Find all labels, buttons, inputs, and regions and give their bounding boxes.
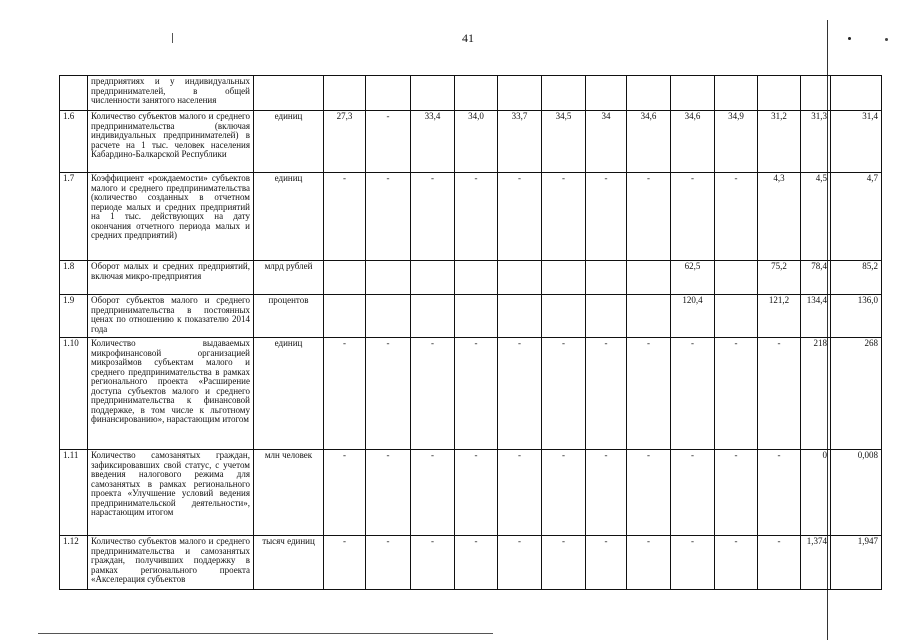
row-number: 1.9 — [60, 295, 88, 338]
table-row — [60, 261, 882, 295]
value-cell — [627, 76, 671, 111]
value-cell — [455, 295, 498, 338]
value-cell: 34,5 — [542, 111, 586, 173]
unit-of-measure: процентов — [254, 295, 324, 338]
row-number: 1.11 — [60, 450, 88, 536]
unit-of-measure: млрд рублей — [254, 261, 324, 295]
table-row — [60, 450, 882, 536]
value-cell — [411, 295, 455, 338]
value-cell: - — [455, 536, 498, 590]
value-cell: 34,0 — [455, 111, 498, 173]
value-cell: - — [542, 173, 586, 261]
value-cell: 1,947 — [831, 536, 882, 590]
value-cell: - — [586, 173, 627, 261]
value-cell: 34,6 — [671, 111, 715, 173]
row-number: 1.6 — [60, 111, 88, 173]
table-row — [60, 536, 882, 590]
value-cell: - — [324, 338, 366, 450]
unit-of-measure: единиц — [254, 338, 324, 450]
value-cell — [542, 261, 586, 295]
value-cell: 4,3 — [758, 173, 801, 261]
value-cell: - — [366, 338, 411, 450]
value-cell: 120,4 — [671, 295, 715, 338]
value-cell: 31,4 — [831, 111, 882, 173]
value-cell — [324, 76, 366, 111]
indicator-description: Оборот субъектов малого и среднего предпринимательства в постоянных ценах по отношению к показателю 2014 года — [88, 295, 254, 338]
indicator-description: Количество субъектов малого и среднего предпринимательства и самозанятых граждан, получивших поддержку в рамках регионального проекта «Акселерация субъектов — [88, 536, 254, 590]
value-cell: - — [586, 338, 627, 450]
value-cell — [715, 76, 758, 111]
value-cell: - — [542, 338, 586, 450]
value-cell — [411, 261, 455, 295]
value-cell — [366, 76, 411, 111]
value-cell: - — [758, 536, 801, 590]
value-cell: - — [671, 338, 715, 450]
unit-of-measure: тысяч единиц — [254, 536, 324, 590]
value-cell: 31,2 — [758, 111, 801, 173]
table-row — [60, 173, 882, 261]
value-cell — [455, 261, 498, 295]
value-cell: 4,5 — [801, 173, 831, 261]
indicator-description: Количество субъектов малого и среднего предпринимательства (включая индивидуальных предпринимателей) в расчете на 1 тыс. человек населения Кабардино-Балкарской Республики — [88, 111, 254, 173]
value-cell: 1,374 — [801, 536, 831, 590]
value-cell: 85,2 — [831, 261, 882, 295]
value-cell: - — [411, 450, 455, 536]
value-cell — [542, 295, 586, 338]
value-cell — [498, 295, 542, 338]
value-cell: 0 — [801, 450, 831, 536]
value-cell: - — [758, 338, 801, 450]
table-row — [60, 338, 882, 450]
value-cell: - — [715, 450, 758, 536]
value-cell — [455, 76, 498, 111]
value-cell: - — [671, 450, 715, 536]
value-cell: - — [498, 450, 542, 536]
value-cell — [801, 76, 831, 111]
value-cell: - — [324, 173, 366, 261]
value-cell: - — [715, 536, 758, 590]
value-cell: 62,5 — [671, 261, 715, 295]
value-cell: - — [366, 536, 411, 590]
value-cell — [411, 76, 455, 111]
unit-of-measure: единиц — [254, 173, 324, 261]
value-cell: - — [671, 173, 715, 261]
value-cell: - — [366, 173, 411, 261]
table-row — [60, 111, 882, 173]
value-cell: - — [715, 173, 758, 261]
indicator-description: Оборот малых и средних предприятий, включая микро-предприятия — [88, 261, 254, 295]
table-row — [60, 295, 882, 338]
value-cell: - — [324, 536, 366, 590]
value-cell — [831, 76, 882, 111]
value-cell — [586, 261, 627, 295]
value-cell: 27,3 — [324, 111, 366, 173]
scan-speck — [885, 38, 888, 41]
value-cell — [586, 76, 627, 111]
indicator-description: Количество выдаваемых микрофинансовой организацией микрозаймов субъектам малого и среднего предпринимательства в рамках регионального проекта «Расширение доступа субъектов малого и среднего предпринимательства к финансовой поддержке, в том числе к льготному финансированию», нарастающим итогом — [88, 338, 254, 450]
value-cell — [498, 261, 542, 295]
value-cell: 4,7 — [831, 173, 882, 261]
value-cell: 75,2 — [758, 261, 801, 295]
indicator-description: предприятиях и у индивидуальных предпринимателей, в общей численности занятого населения — [88, 76, 254, 111]
value-cell — [627, 295, 671, 338]
value-cell: 218 — [801, 338, 831, 450]
value-cell — [586, 295, 627, 338]
value-cell — [324, 295, 366, 338]
value-cell: 0,008 — [831, 450, 882, 536]
value-cell: - — [627, 450, 671, 536]
value-cell: - — [542, 450, 586, 536]
value-cell: - — [411, 536, 455, 590]
value-cell: 134,4 — [801, 295, 831, 338]
value-cell — [715, 261, 758, 295]
value-cell — [715, 295, 758, 338]
unit-of-measure — [254, 76, 324, 111]
unit-of-measure: единиц — [254, 111, 324, 173]
value-cell: - — [366, 450, 411, 536]
value-cell: 33,7 — [498, 111, 542, 173]
value-cell: - — [455, 450, 498, 536]
row-number: 1.12 — [60, 536, 88, 590]
scan-speck — [848, 37, 851, 40]
table-row — [60, 76, 882, 111]
row-number: 1.7 — [60, 173, 88, 261]
value-cell: - — [498, 536, 542, 590]
value-cell: - — [627, 338, 671, 450]
value-cell: - — [366, 111, 411, 173]
value-cell: - — [542, 536, 586, 590]
value-cell: 136,0 — [831, 295, 882, 338]
value-cell: 34,9 — [715, 111, 758, 173]
value-cell: - — [715, 338, 758, 450]
indicators-table — [59, 75, 882, 590]
value-cell: - — [586, 450, 627, 536]
unit-of-measure: млн человек — [254, 450, 324, 536]
value-cell: 34,6 — [627, 111, 671, 173]
value-cell — [671, 76, 715, 111]
bottom-rule — [38, 633, 493, 634]
value-cell: 78,4 — [801, 261, 831, 295]
row-number: 1.8 — [60, 261, 88, 295]
value-cell — [498, 76, 542, 111]
value-cell: - — [671, 536, 715, 590]
value-cell: 268 — [831, 338, 882, 450]
value-cell — [366, 261, 411, 295]
value-cell — [627, 261, 671, 295]
value-cell — [324, 261, 366, 295]
scan-mark-line — [172, 33, 173, 43]
value-cell: 33,4 — [411, 111, 455, 173]
value-cell: 121,2 — [758, 295, 801, 338]
value-cell: - — [455, 338, 498, 450]
value-cell — [542, 76, 586, 111]
page-number: 41 — [462, 31, 474, 45]
indicator-description: Количество самозанятых граждан, зафиксировавших свой статус, с учетом введения налогового режима для самозанятых в рамках регионального проекта «Улучшение условий ведения предпринимательской деятельности», нарастающим итогом — [88, 450, 254, 536]
value-cell: - — [324, 450, 366, 536]
value-cell — [366, 295, 411, 338]
indicator-description: Коэффициент «рождаемости» субъектов малого и среднего предпринимательства (количество созданных в отчетном периоде малых и средних предприятий на 1 тыс. действующих на дату окончания отчетного периода малых и средних предприятий) — [88, 173, 254, 261]
value-cell: - — [498, 173, 542, 261]
value-cell: - — [627, 536, 671, 590]
value-cell: 34 — [586, 111, 627, 173]
row-number — [60, 76, 88, 111]
value-cell: - — [627, 173, 671, 261]
value-cell: - — [586, 536, 627, 590]
value-cell: - — [411, 173, 455, 261]
row-number: 1.10 — [60, 338, 88, 450]
value-cell: - — [758, 450, 801, 536]
value-cell: - — [498, 338, 542, 450]
value-cell: - — [455, 173, 498, 261]
value-cell: - — [411, 338, 455, 450]
value-cell — [758, 76, 801, 111]
value-cell: 31,3 — [801, 111, 831, 173]
